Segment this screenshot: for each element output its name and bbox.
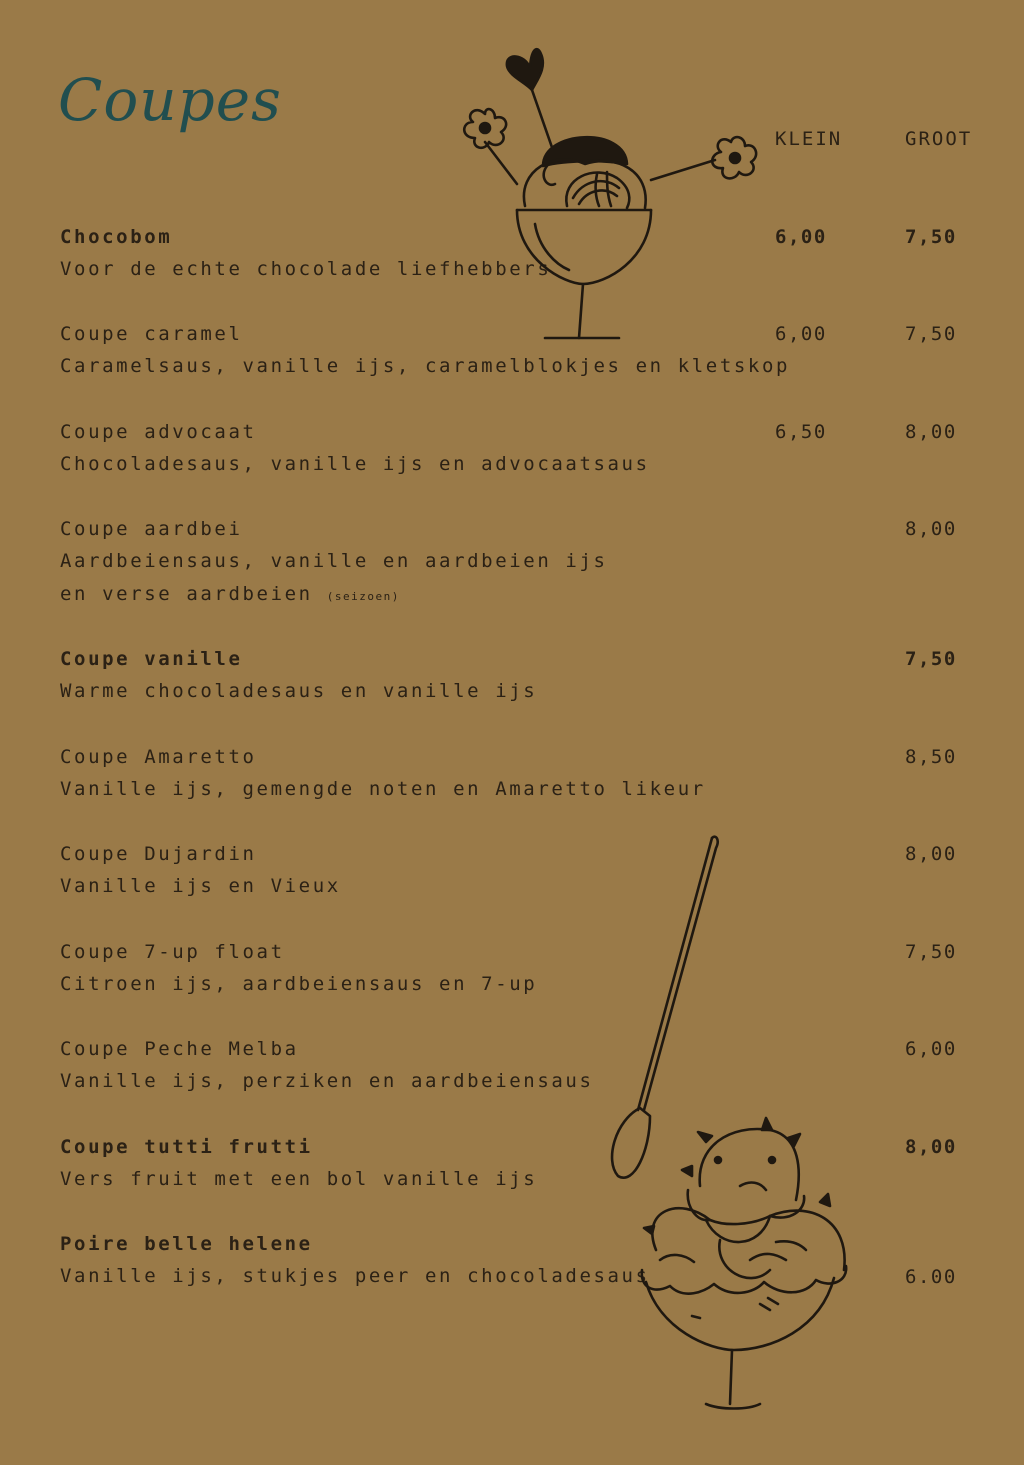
price-groot: 8,50	[905, 746, 957, 768]
item-name: Coupe tutti frutti	[60, 1136, 313, 1158]
column-header-klein: KLEIN	[775, 128, 843, 150]
item-name: Coupe vanille	[60, 648, 243, 670]
price-klein: 6,00	[775, 226, 827, 248]
item-description: Aardbeiensaus, vanille en aardbeien ijs	[60, 550, 608, 572]
item-description: Voor de echte chocolade liefhebbers	[60, 258, 552, 280]
price-klein: 6,00	[775, 323, 827, 345]
price-groot: 8,00	[905, 421, 957, 443]
item-description: Vanille ijs, gemengde noten en Amaretto likeur	[60, 778, 706, 800]
price-groot: 7,50	[905, 648, 957, 670]
item-name: Coupe 7-up float	[60, 941, 285, 963]
item-description: Warme chocoladesaus en vanille ijs	[60, 680, 538, 702]
item-description: Vanille ijs, perziken en aardbeiensaus	[60, 1070, 594, 1092]
column-header-groot: GROOT	[905, 128, 973, 150]
item-description-line2	[60, 578, 960, 614]
ice-cream-coupe-with-flowers-icon	[455, 38, 775, 368]
menu-item-coupe-vanille	[60, 643, 960, 708]
item-description: Citroen ijs, aardbeiensaus en 7-up	[60, 973, 538, 995]
item-description: Vanille ijs, stukjes peer en chocoladesaus	[60, 1265, 650, 1287]
price-groot: 7,50	[905, 226, 957, 248]
item-description: Caramelsaus, vanille ijs, caramelblokjes en kletskop	[60, 355, 791, 377]
ice-cream-sundae-with-spoon-icon	[600, 830, 870, 1415]
season-note: (seizoen)	[326, 589, 400, 603]
price-groot: 8,00	[905, 518, 957, 540]
item-name: Coupe advocaat	[60, 421, 257, 443]
item-name: Chocobom	[60, 226, 173, 248]
price-groot: 7,50	[905, 941, 957, 963]
menu-item-coupe-aardbei	[60, 513, 960, 613]
item-name: Coupe Dujardin	[60, 843, 257, 865]
item-description: Vers fruit met een bol vanille ijs	[60, 1168, 538, 1190]
price-groot: 8,00	[905, 843, 957, 865]
price-groot: 8,00	[905, 1136, 957, 1158]
price-groot: 7,50	[905, 323, 957, 345]
item-description: Vanille ijs en Vieux	[60, 875, 341, 897]
price-klein: 6,50	[775, 421, 827, 443]
menu-item-coupe-amaretto	[60, 741, 960, 806]
item-description-text: en verse aardbeien	[60, 582, 313, 605]
item-name: Coupe caramel	[60, 323, 243, 345]
item-name: Coupe Amaretto	[60, 746, 257, 768]
price-groot: 6,00	[905, 1038, 957, 1060]
item-name: Poire belle helene	[60, 1233, 313, 1255]
menu-item-coupe-advocaat	[60, 416, 960, 481]
price-groot: 6.00	[905, 1266, 957, 1288]
item-description: Chocoladesaus, vanille ijs en advocaatsaus	[60, 453, 650, 475]
item-name: Coupe aardbei	[60, 518, 243, 540]
page-title: Coupes	[58, 66, 282, 134]
item-name: Coupe Peche Melba	[60, 1038, 299, 1060]
